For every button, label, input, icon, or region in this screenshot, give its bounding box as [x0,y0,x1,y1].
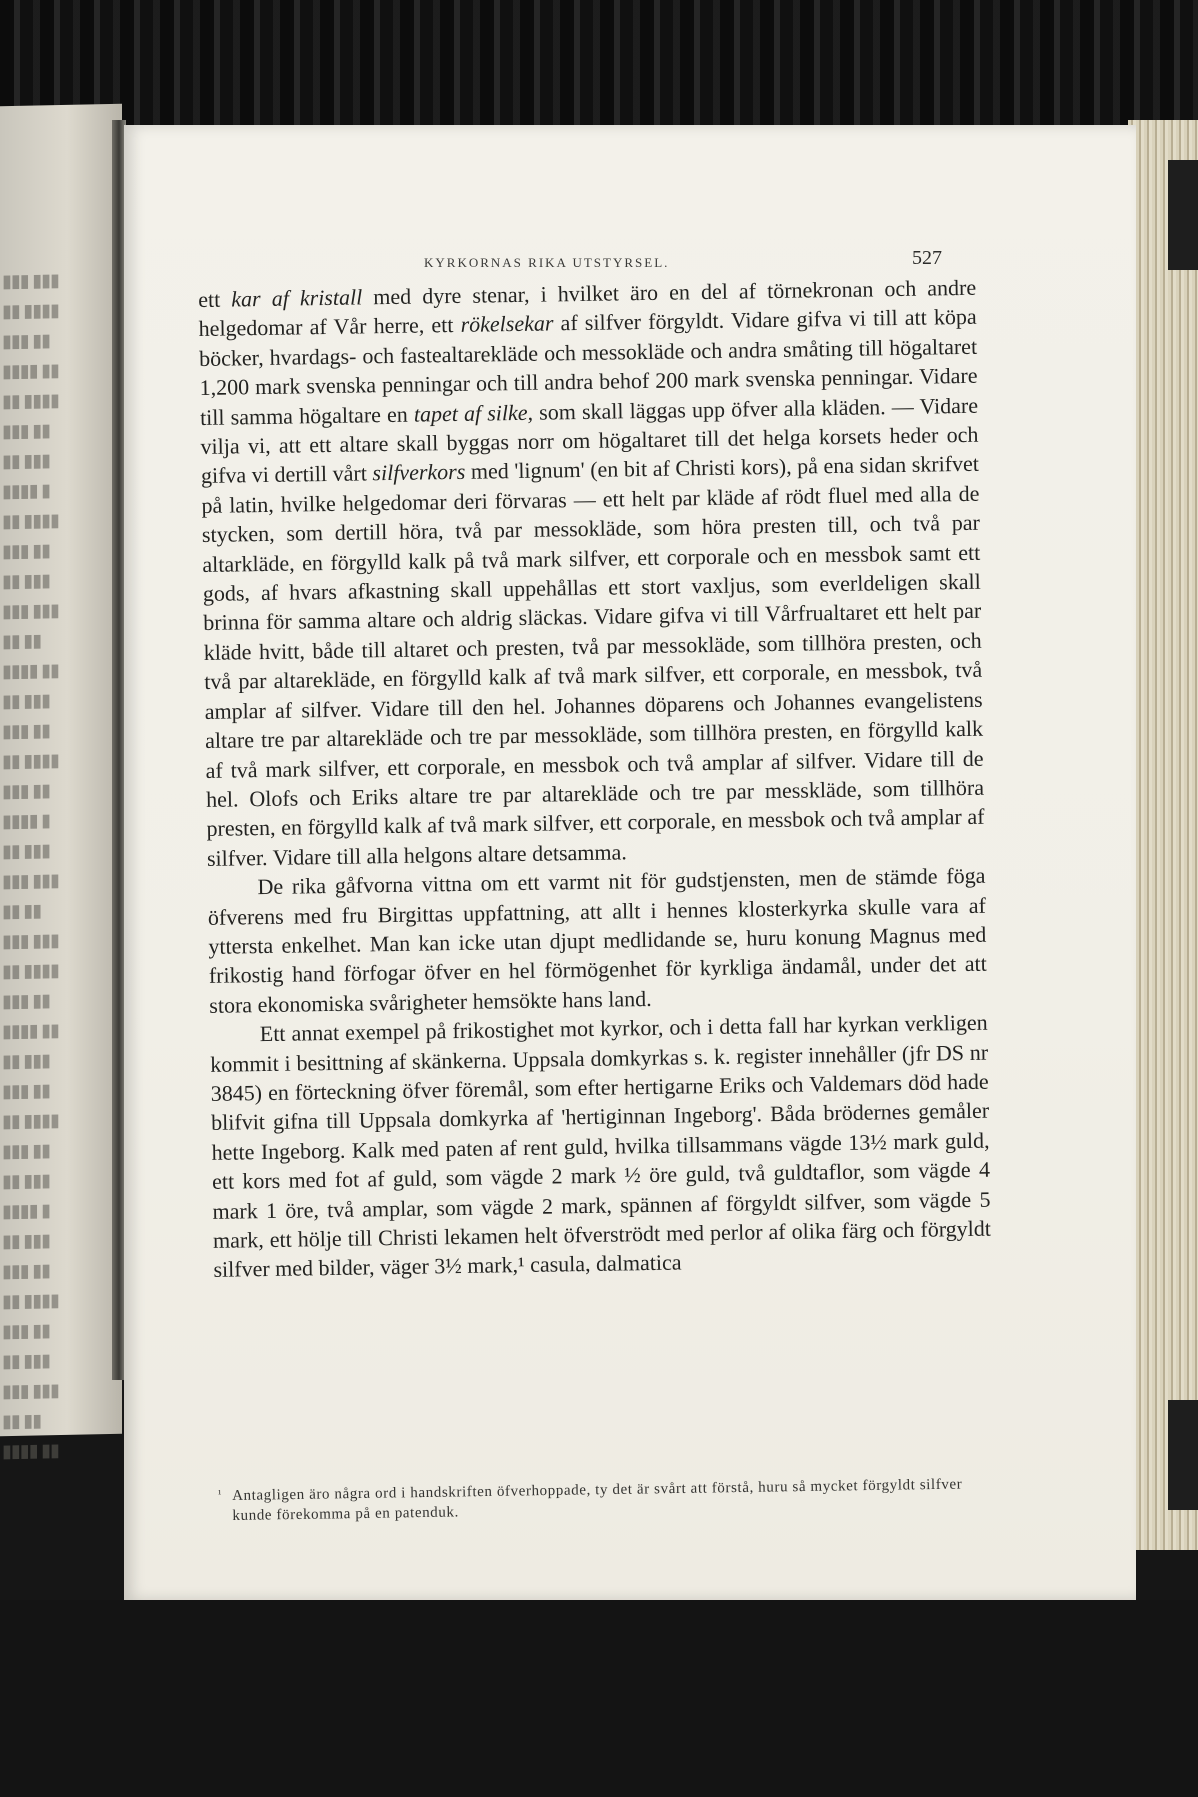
running-head: KYRKORNAS RIKA UTSTYRSEL. [424,255,670,270]
italic-term: tapet af silke, [413,399,534,427]
body-text [198,273,992,1285]
scan-background-top [0,0,1198,125]
facing-page-bleed: ▮▮▮ ▮▮▮ ▮▮ ▮▮▮▮ ▮▮▮ ▮▮ ▮▮▮▮ ▮▮ ▮▮ ▮▮▮▮ ▮▮▮ ▮▮ ▮▮ ▮▮▮ ▮▮▮▮ ▮ ▮▮ ▮▮▮▮ ▮▮▮ ▮▮ ▮▮ ▮▮▮ ▮▮▮ ▮▮▮ ▮▮ ▮▮ ▮▮▮▮ ▮▮ ▮▮ ▮▮▮ ▮▮▮ ▮▮ ▮▮ ▮▮▮▮ ▮▮▮ ▮▮ ▮▮▮▮ ▮ ▮▮ ▮▮▮ ▮▮▮ ▮▮▮ ▮▮ ▮▮ ▮▮▮ ▮▮▮ ▮▮ ▮▮▮▮ ▮▮▮ ▮▮ ▮▮▮▮ ▮▮ ▮▮ ▮▮▮ ▮▮▮ ▮▮ ▮▮ ▮▮▮▮ ▮▮▮ ▮▮ ▮▮ ▮▮▮ ▮▮▮▮ ▮ ▮▮ ▮▮▮ ▮▮▮ ▮▮ ▮▮ ▮▮▮▮ ▮▮▮ ▮▮ ▮▮ ▮▮▮ ▮▮▮ ▮▮▮ ▮▮ ▮▮ ▮▮▮▮ ▮▮ [2,270,59,1462]
scan-background-bottom [0,1600,1198,1797]
stack-shadow [1168,1400,1198,1510]
page [124,125,1136,1600]
text-run: som skall läggas upp öfver alla kläden. — Vidare vilja vi, att ett altare skall byggas norr om högaltaret till det helga korsets heder och gifva vi dertill vårt [200,392,979,489]
stack-shadow [1168,160,1198,270]
text-run: ett [198,286,232,312]
footnote-mark: ¹ [218,1488,223,1501]
page-number: 527 [912,247,942,269]
text-run: De rika gåfvorna vittna om ett varmt nit för gudstjensten, men de stämde föga öfverens med fru Birgittas uppfattning, att allt i hennes klosterkyrka skulle vara af yttersta enkelhet. Man kan icke utan djupt medlidande se, huru konung Magnus med frikostig hand förfogar öfver en hel förmögenhet för kyrkliga ändamål, under det att stora ekonomiska svårigheter hemsökte hans land. [207,862,987,1018]
text-run: af silfver förgyldt. Vidare gifva vi till att köpa böcker, hvardags- och fastealtarekläde och messokläde och andra småting till högaltaret 1,200 mark svenska penningar och till andra behof 200 mark svenska penningar. Vidare till samma högaltare en [198,304,978,430]
paragraph [198,273,985,873]
footnote [218,1474,993,1526]
paragraph [210,1008,992,1285]
italic-term: silfverkors [372,459,466,486]
page-stack-edge [1128,120,1198,1550]
paragraph [207,861,987,1020]
text-run: Ett annat exempel på frikostighet mot kyrkor, och i detta fall har kyrkan verkligen kommit i besittning af skänkerna. Uppsala domkyrkas s. k. register innehåller (jfr DS nr 3845) en förteckning öfver föremål, som efter hertigarne Eriks och Valdemars död hade blifvit gifna till Uppsala domkyrka af 'hertiginnan Ingeborg'. Båda brödernes gemåler hette Ingeborg. Kalk med paten af rent guld, hvilka tillsammans vägde 13½ mark guld, ett kors med fot af guld, som vägde 2 mark ½ öre guld, två guldtaflor, som vägde 4 mark 1 öre, två amplar, som vägde 2 mark, spännen af förgyldt silfver, som vägde 5 mark, ett hölje till Christi lekamen helt öfverströdt med perlor af olika färg och förgyldt silfver med bilder, väger 3½ mark,¹ casula, dalmatica [210,1009,992,1283]
footnote-text: Antagligen äro några ord i handskriften öfverhoppade, ty det är svårt att förstå, huru så mycket förgyldt silfver kunde förekomma på en patenduk. [232,1476,963,1524]
italic-term: kar af kristall [231,284,363,312]
facing-page-edge [0,104,122,1462]
italic-term: rökelsekar [460,310,554,338]
page-header [124,247,1136,279]
text-run: med 'lignum' (en bit af Christi kors), på ena sidan skrifvet på latin, hvilke helgedomar deri förvaras — ett helt par kläde af rödt fluel med alla de stycken, som dertill höra, två par messokläde, som höra presten till, och två par altarkläde, en förgylld kalk på två mark silfver, ett corporale och en messbok samt ett gods, af hvars afkastning skall uppehållas ett stort vaxljus, som everldeligen skall brinna för samma altare och aldrig släckas. Vidare gifva vi till Vårfrualtaret ett helt par kläde hvitt, både till altaret och presten, två par messokläde, som tillhöra presten, och två par altarekläde, en förgylld kalk af två mark silfver, ett corporale, en messbok, två amplar af silfver. Vidare till den hel. Johannes döparens och Johannes evangelistens altare tre par altarekläde och tre par messokläde, som tillhöra presten, en förgylld kalk af två mark silfver, ett corporale, en messbok och två amplar af silfver. Vidare till de hel. Olofs och Eriks altare tre par altarekläde och tre par messkläde, som tillhöra presten, en förgylld kalk af två mark silfver, ett corporale, en messbok och två amplar af silfver. Vidare till alla helgons altare detsamma. [201,451,985,871]
footnotes [218,1474,993,1526]
text-run: med dyre stenar, i hvilket äro en del af törnekronan och andre helgedomar af Vår herre, ett [198,274,977,342]
